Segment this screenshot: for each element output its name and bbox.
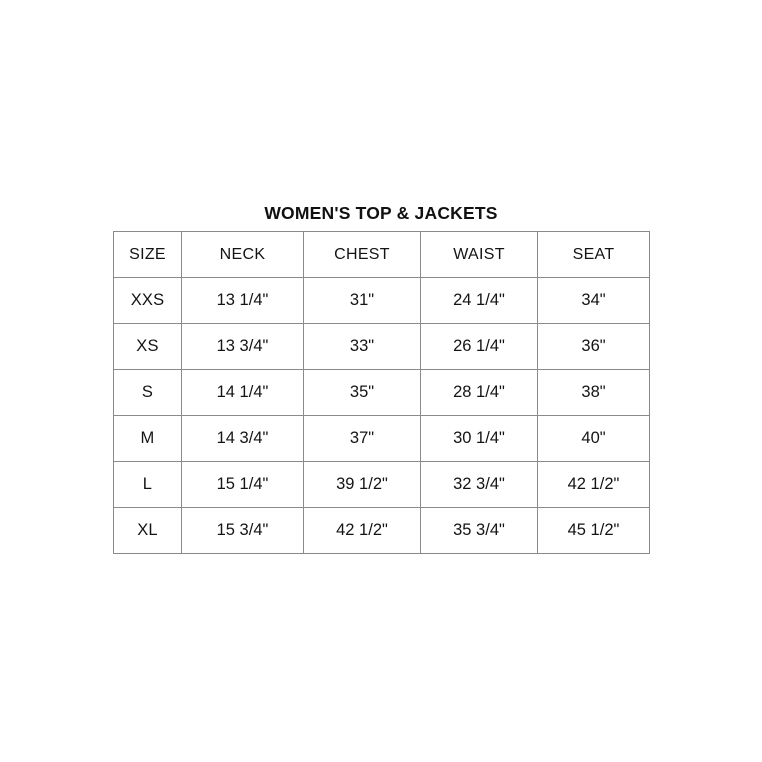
table-row bbox=[114, 508, 650, 554]
cell-chest: 35" bbox=[304, 370, 421, 416]
column-header-seat: SEAT bbox=[538, 232, 650, 278]
cell-size: XS bbox=[114, 324, 182, 370]
cell-neck: 15 1/4" bbox=[182, 462, 304, 508]
cell-seat: 40" bbox=[538, 416, 650, 462]
cell-seat: 42 1/2" bbox=[538, 462, 650, 508]
cell-waist: 30 1/4" bbox=[421, 416, 538, 462]
size-chart-table bbox=[113, 231, 650, 554]
cell-waist: 32 3/4" bbox=[421, 462, 538, 508]
cell-waist: 24 1/4" bbox=[421, 278, 538, 324]
cell-size: S bbox=[114, 370, 182, 416]
cell-chest: 31" bbox=[304, 278, 421, 324]
cell-waist: 35 3/4" bbox=[421, 508, 538, 554]
cell-seat: 36" bbox=[538, 324, 650, 370]
table-row bbox=[114, 462, 650, 508]
column-header-waist: WAIST bbox=[421, 232, 538, 278]
cell-size: M bbox=[114, 416, 182, 462]
table-row bbox=[114, 370, 650, 416]
cell-neck: 13 1/4" bbox=[182, 278, 304, 324]
cell-chest: 39 1/2" bbox=[304, 462, 421, 508]
page-title: WOMEN'S TOP & JACKETS bbox=[264, 203, 498, 223]
cell-size: XXS bbox=[114, 278, 182, 324]
cell-chest: 37" bbox=[304, 416, 421, 462]
cell-chest: 33" bbox=[304, 324, 421, 370]
table-row bbox=[114, 416, 650, 462]
cell-neck: 14 1/4" bbox=[182, 370, 304, 416]
cell-neck: 14 3/4" bbox=[182, 416, 304, 462]
cell-seat: 45 1/2" bbox=[538, 508, 650, 554]
cell-waist: 28 1/4" bbox=[421, 370, 538, 416]
table-row bbox=[114, 278, 650, 324]
cell-size: XL bbox=[114, 508, 182, 554]
cell-neck: 13 3/4" bbox=[182, 324, 304, 370]
column-header-neck: NECK bbox=[182, 232, 304, 278]
column-header-size: SIZE bbox=[114, 232, 182, 278]
cell-waist: 26 1/4" bbox=[421, 324, 538, 370]
cell-chest: 42 1/2" bbox=[304, 508, 421, 554]
cell-neck: 15 3/4" bbox=[182, 508, 304, 554]
size-chart-block bbox=[113, 203, 649, 554]
cell-seat: 34" bbox=[538, 278, 650, 324]
column-header-chest: CHEST bbox=[304, 232, 421, 278]
table-header-row bbox=[114, 232, 650, 278]
table-row bbox=[114, 324, 650, 370]
cell-seat: 38" bbox=[538, 370, 650, 416]
cell-size: L bbox=[114, 462, 182, 508]
